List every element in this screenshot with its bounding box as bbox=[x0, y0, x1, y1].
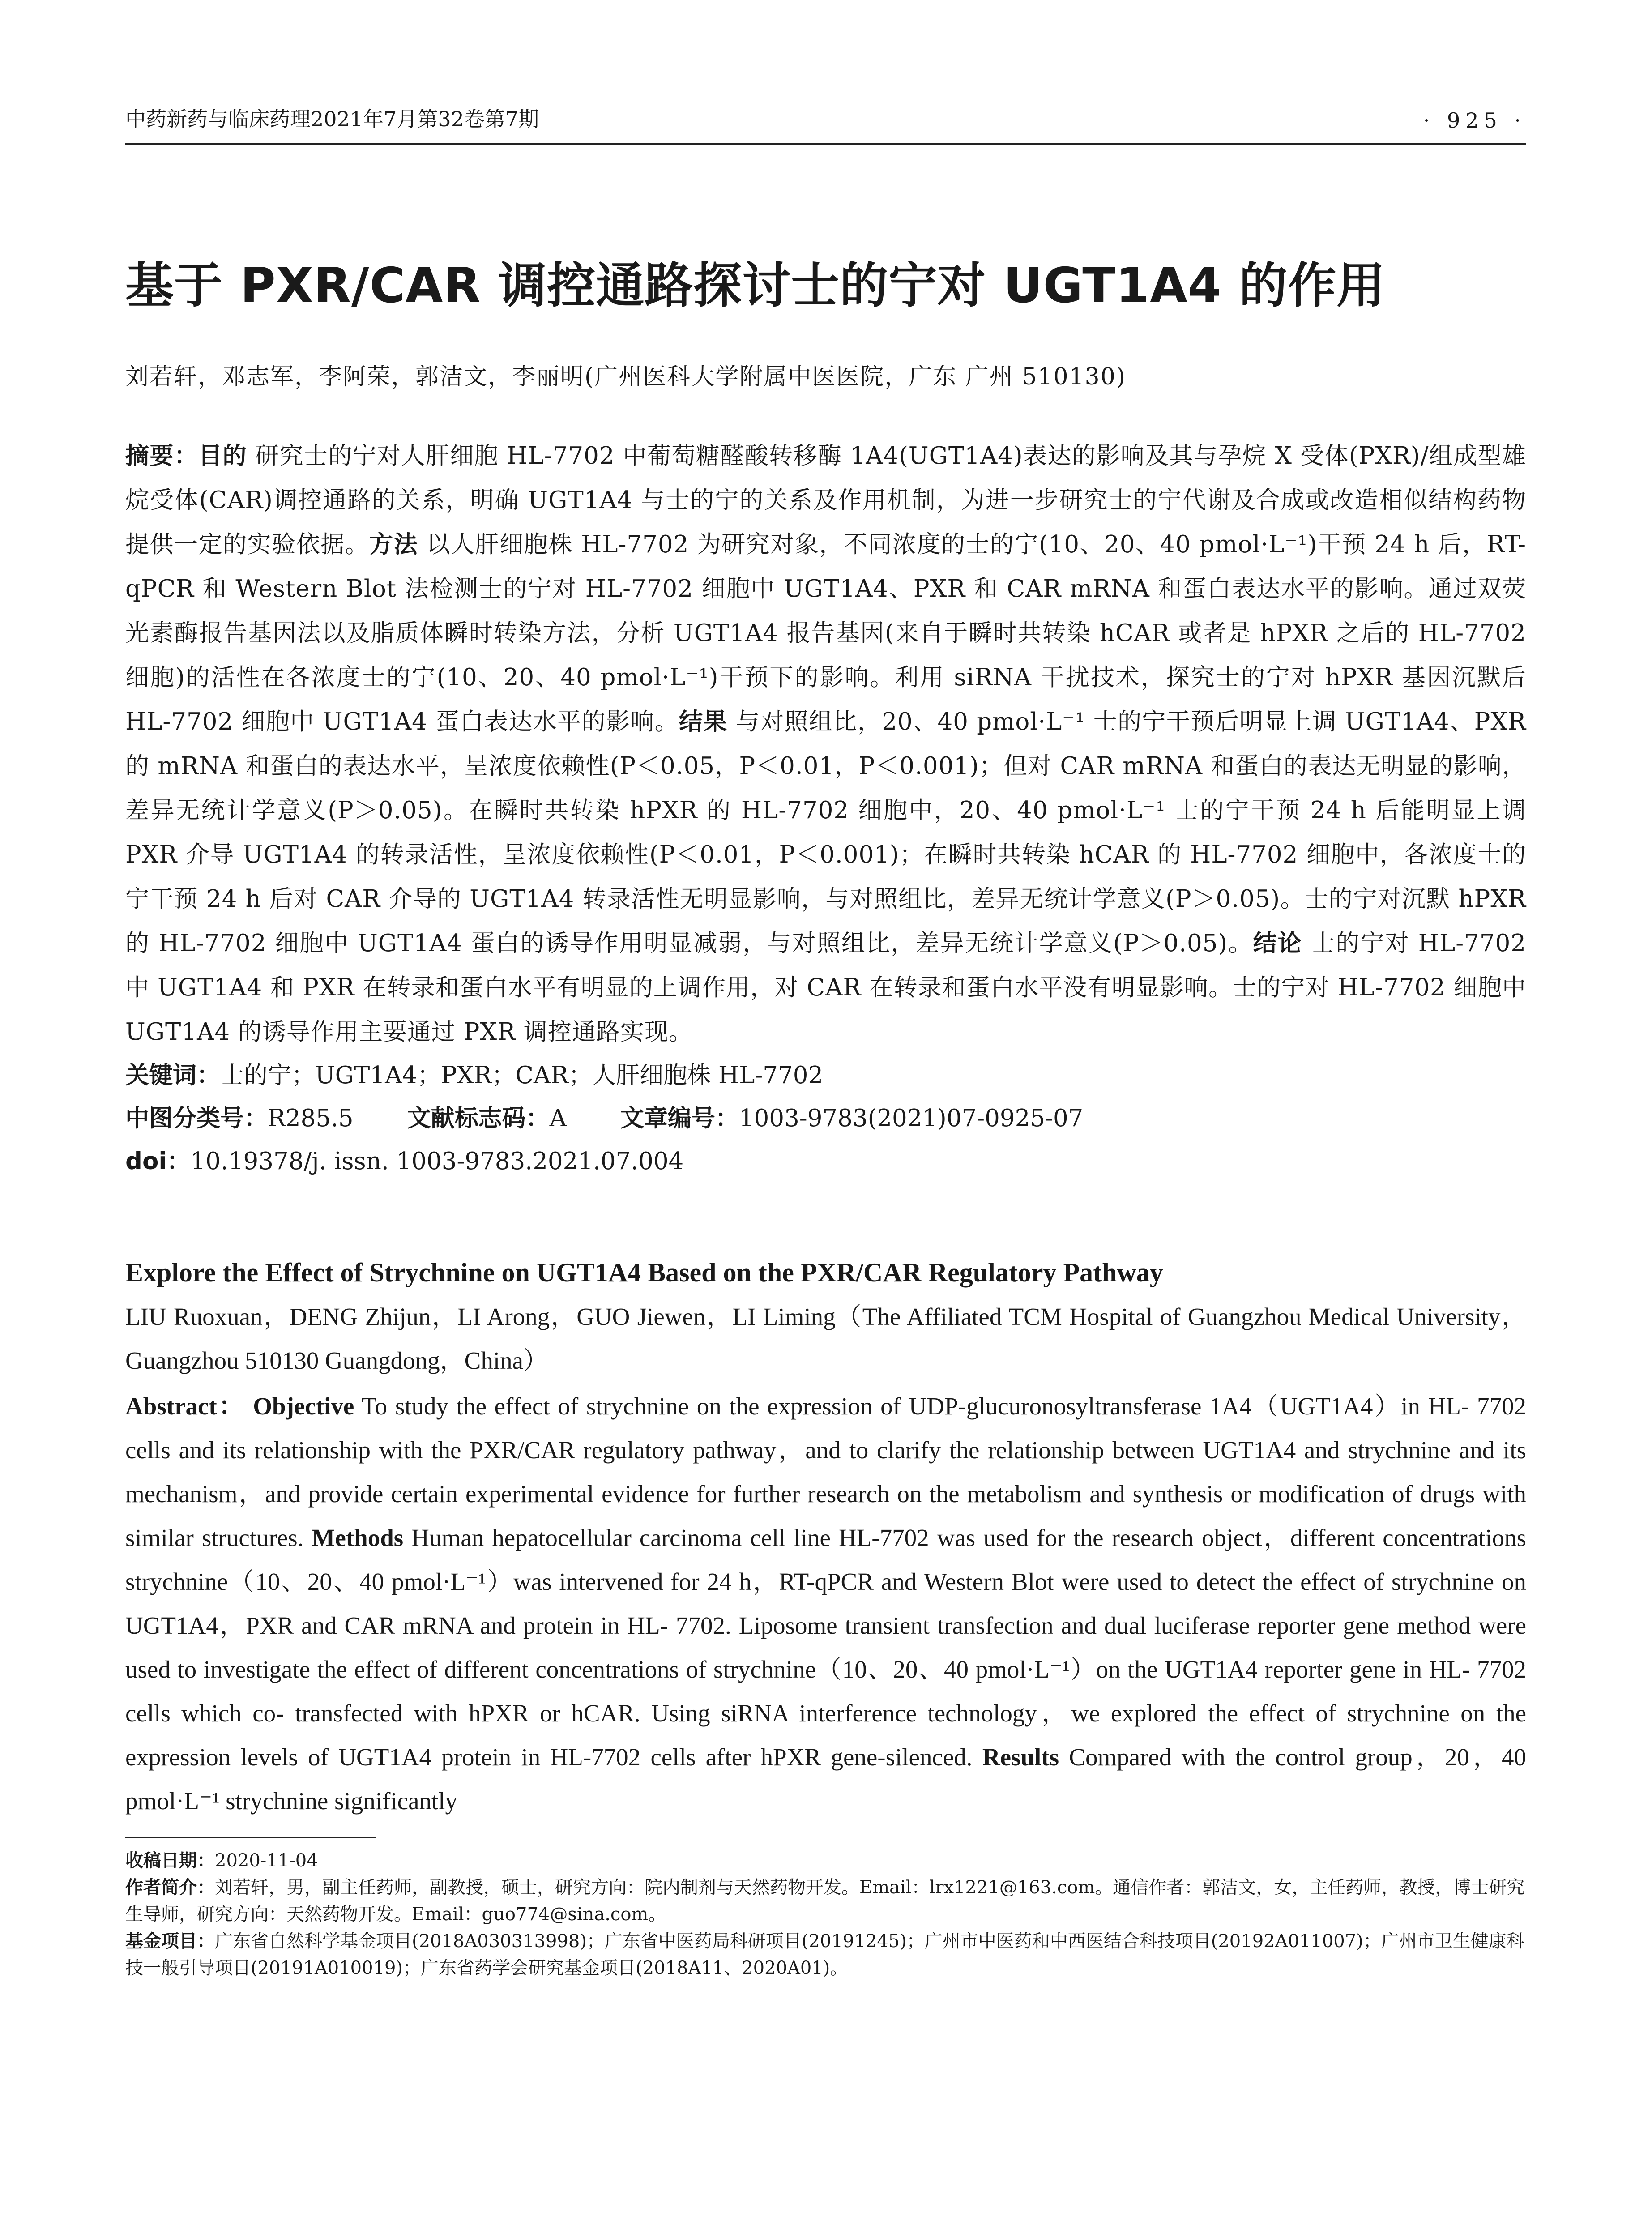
funding bbox=[125, 1928, 1526, 1982]
footnotes bbox=[125, 1847, 1526, 1982]
running-head bbox=[125, 103, 1526, 145]
en-results-text: Compared with the control group，20，40 pmol·L⁻¹ strychnine significantly bbox=[125, 1743, 1527, 1815]
methods-label: 方法 bbox=[369, 530, 418, 558]
journal-name: 中药新药与临床药理2021年7月第32卷第7期 bbox=[125, 107, 539, 131]
methods-text: 以人肝细胞株 HL-7702 为研究对象，不同浓度的士的宁(10、20、40 pmol·L⁻¹)干预 24 h 后，RT-qPCR 和 Western Blot 法检测士的宁对 HL-7702 细胞中 UGT1A4、PXR 和 CAR mRNA 和蛋白表达水平的影响。通过双荧光素酶报告基因法以及脂质体瞬时转染方法，分析 UGT1A4 报告基因(来自于瞬时共转染 hCAR 或者是 hPXR 之后的 HL-7702 细胞)的活性在各浓度士的宁(10、20、40 pmol·L⁻¹)干预下的影响。利用 siRNA 干扰技术，探究士的宁对 hPXR 基因沉默后 HL-7702 细胞中 UGT1A4 蛋白表达水平的影响。 bbox=[125, 530, 1527, 735]
article-title: 基于 PXR/CAR 调控通路探讨士的宁对 UGT1A4 的作用 bbox=[125, 258, 1386, 314]
abstract-label: 摘要： bbox=[125, 442, 199, 470]
page-number: · 925 · bbox=[1423, 108, 1526, 132]
received-date bbox=[125, 1847, 1526, 1874]
english-authors: LIU Ruoxuan，DENG Zhijun，LI Arong，GUO Jiewen，LI Liming（The Affiliated TCM Hospital of Guangzhou Medical University，Guangzhou 510130 Guangdong，China） bbox=[125, 1303, 1526, 1374]
english-title: Explore the Effect of Strychnine on UGT1A4 Based on the PXR/CAR Regulatory Pathway bbox=[125, 1257, 1163, 1287]
en-methods-text: Human hepatocellular carcinoma cell line HL-7702 was used for the research object，different concentrations strychnine（10、20、40 pmol·L⁻¹）was intervened for 24 h，RT-qPCR and Western Blot were used to detect the effect of strychnine on UGT1A4，PXR and CAR mRNA and protein in HL- 7702. Liposome transient transfection and dual luciferase reporter gene method were used to investigate the effect of different concentrations of strychnine（10、20、40 pmol·L⁻¹）on the UGT1A4 reporter gene in HL- 7702 cells which co- transfected with hPXR or hCAR. Using siRNA interference technology，we explored the effect of strychnine on the expression levels of UGT1A4 protein in HL-7702 cells after hPXR gene-silenced. bbox=[125, 1524, 1527, 1771]
keywords-label: 关键词： bbox=[125, 1061, 220, 1089]
doi-value: 10.19378/j. issn. 1003-9783.2021.07.004 bbox=[190, 1147, 684, 1175]
en-methods-label: Methods bbox=[312, 1524, 404, 1551]
funding-text: 广东省自然科学基金项目(2018A030313998)；广东省中医药局科研项目(20191245)；广州市中医药和中西医结合科技项目(20192A011007)；广州市卫生健康科技一般引导项目(20191A010019)；广东省药学会研究基金项目(2018A11、2020A01)。 bbox=[125, 1930, 1524, 1978]
received-label: 收稿日期： bbox=[125, 1850, 215, 1871]
author-affiliation: 刘若轩，邓志军，李阿荣，郭洁文，李丽明(广州医科大学附属中医医院，广东 广州 510130) bbox=[125, 363, 1127, 390]
article-number-value: 1003-9783(2021)07-0925-07 bbox=[738, 1104, 1084, 1132]
english-abstract bbox=[125, 1384, 1526, 1823]
classification-line bbox=[125, 1097, 1526, 1140]
conclusion-text: 士的宁对 HL-7702 中 UGT1A4 和 PXR 在转录和蛋白水平有明显的上调作用，对 CAR 在转录和蛋白水平没有明显影响。士的宁对 HL-7702 细胞中 UGT1A4 的诱导作用主要通过 PXR 调控通路实现。 bbox=[125, 929, 1527, 1046]
doc-code-label: 文献标志码： bbox=[407, 1104, 550, 1132]
en-abstract-label: Abstract： bbox=[125, 1392, 245, 1420]
article-number-label: 文章编号： bbox=[620, 1104, 739, 1132]
received-value: 2020-11-04 bbox=[215, 1850, 318, 1871]
objective-text: 研究士的宁对人肝细胞 HL-7702 中葡萄糖醛酸转移酶 1A4(UGT1A4)表达的影响及其与孕烷 X 受体(PXR)/组成型雄烷受体(CAR)调控通路的关系，明确 UGT1A4 与士的宁的关系及作用机制，为进一步研究士的宁代谢及合成或改造相似结构药物提供一定的实验依据。 bbox=[125, 442, 1526, 558]
en-results-label: Results bbox=[982, 1743, 1059, 1771]
doc-code-value: A bbox=[549, 1104, 567, 1132]
clc-label: 中图分类号： bbox=[125, 1104, 268, 1132]
author-bio bbox=[125, 1874, 1526, 1928]
funding-label: 基金项目： bbox=[125, 1930, 215, 1952]
en-objective-label: Objective bbox=[253, 1392, 354, 1420]
keywords-value: 士的宁；UGT1A4；PXR；CAR；人肝细胞株 HL-7702 bbox=[220, 1061, 824, 1089]
results-label: 结果 bbox=[679, 708, 728, 735]
article-page bbox=[125, 103, 1526, 1982]
doi-label: doi： bbox=[125, 1147, 191, 1175]
results-text: 与对照组比，20、40 pmol·L⁻¹ 士的宁干预后明显上调 UGT1A4、PXR 的 mRNA 和蛋白的表达水平，呈浓度依赖性(P＜0.05，P＜0.01，P＜0.001)；但对 CAR mRNA 和蛋白的表达无明显的影响，差异无统计学意义(P＞0.05)。在瞬时共转染 hPXR 的 HL-7702 细胞中，20、40 pmol·L⁻¹ 士的宁干预 24 h 后能明显上调 PXR 介导 UGT1A4 的转录活性，呈浓度依赖性(P＜0.01，P＜0.001)；在瞬时共转染 hCAR 的 HL-7702 细胞中，各浓度士的宁干预 24 h 后对 CAR 介导的 UGT1A4 转录活性无明显影响，与对照组比，差异无统计学意义(P＞0.05)。士的宁对沉默 hPXR 的 HL-7702 细胞中 UGT1A4 蛋白的诱导作用明显减弱，与对照组比，差异无统计学意义(P＞0.05)。 bbox=[125, 708, 1527, 957]
author-bio-text: 刘若轩，男，副主任药师，副教授，硕士，研究方向：院内制剂与天然药物开发。Email：lrx1221@163.com。通信作者：郭洁文，女，主任药师，教授，博士研究生导师，研究方向：天然药物开发。Email：guo774@sina.com。 bbox=[125, 1877, 1525, 1925]
doi-line bbox=[125, 1140, 1526, 1183]
clc-value: R285.5 bbox=[268, 1104, 354, 1132]
conclusion-label: 结论 bbox=[1253, 929, 1302, 957]
keywords-line bbox=[125, 1054, 1526, 1097]
en-objective-text: To study the effect of strychnine on the expression of UDP-glucuronosyltransferase 1A4（UGT1A4）in HL- 7702 cells and its relationship with the PXR/CAR regulatory pathway，and to clarify the relationship between UGT1A4 and strychnine and its mechanism，and provide certain experimental evidence for further research on the metabolism and synthesis or modification of drugs with similar structures. bbox=[125, 1392, 1526, 1551]
author-bio-label: 作者简介： bbox=[125, 1877, 215, 1898]
chinese-abstract bbox=[125, 434, 1526, 1054]
objective-label: 目的 bbox=[198, 442, 247, 470]
footnote-rule bbox=[125, 1837, 376, 1838]
